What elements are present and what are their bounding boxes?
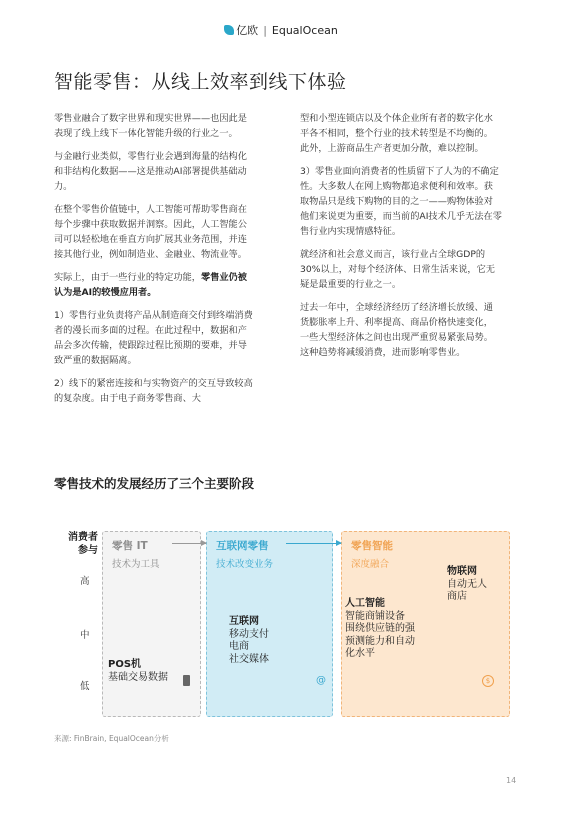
page-title: 智能零售：从线上效率到线下体验	[54, 71, 347, 93]
stage-internet-retail	[206, 531, 333, 717]
ai-block	[345, 598, 415, 661]
stage-internet-retail-subtitle: 技术改变业务	[216, 559, 274, 570]
stage-retail-intelligence	[341, 531, 510, 717]
left-paragraph-4-prefix: 实际上，由于一些行业的特定功能，	[54, 272, 201, 283]
left-paragraph-4-bold: 零售业仍被认为是AI的较慢应用者。	[54, 272, 247, 298]
retail-stages-diagram	[54, 527, 514, 722]
left-paragraph-3: 在整个零售价值链中，人工智能可帮助零售商在每个步骤中获取数据并洞察。因此，人工智能公司可以轻松地在垂直方向扩展其业务范围，并连接其他行业，例如制造业、金融业、物流业等。	[54, 204, 247, 260]
right-paragraph-2: 3）零售业面向消费者的性质留下了人为的不确定性。大多数人在网上购物都追求便利和效率。获取物品只是线下购物的目的之一——购物体验对他们来说更为重要，而当前的AI技术几乎无法在零售行业内实现情感特征。	[300, 166, 502, 237]
iot-item-1: 自动无人	[447, 578, 487, 590]
at-sign-icon: @	[316, 675, 326, 686]
stage-retail-intelligence-subtitle: 深度融合	[351, 559, 390, 570]
internet-item-mobile-pay: 移动支付	[229, 628, 269, 640]
left-paragraph-6: 2）线下的紧密连接和与实物资产的交互导致较高的复杂度。由于电子商务零售商、大	[54, 378, 253, 404]
stage-retail-it-subtitle: 技术为工具	[112, 559, 160, 570]
logo-separator: |	[263, 24, 267, 37]
left-paragraph-4	[54, 270, 256, 300]
iot-item-2: 商店	[447, 591, 467, 602]
internet-heading: 互联网	[229, 616, 259, 627]
stage-internet-retail-content	[229, 616, 269, 666]
internet-item-ecommerce: 电商	[229, 641, 249, 652]
source-note: 来源: FinBrain, EqualOcean分析	[54, 734, 169, 743]
axis-title-line-1: 消费者	[68, 532, 98, 543]
right-paragraph-4: 过去一年中，全球经济经历了经济增长放缓、通货膨胀率上升、利率提高、商品价格快速变化，一些大型经济体之间也出现严重贸易紧张局势。这种趋势将减缓消费，进而影响零售业。	[300, 302, 493, 358]
iot-heading: 物联网	[447, 566, 477, 577]
pos-description: 基础交易数据	[108, 671, 168, 683]
left-paragraph-5: 1）零售行业负责将产品从制造商交付到终端消费者的漫长而多面的过程。在此过程中，数据和产品会多次传输，使跟踪过程比预期的要难，并导致严重的数据隔离。	[54, 310, 253, 366]
diagram-section-title: 零售技术的发展经历了三个主要阶段	[54, 476, 255, 491]
level-high: 高	[80, 576, 90, 587]
level-mid: 中	[80, 630, 90, 641]
right-column	[300, 111, 502, 368]
right-paragraph-3: 就经济和社会意义而言，该行业占全球GDP的30%以上，对每个经济体、日常生活来说，它无疑是最重要的行业之一。	[300, 249, 495, 290]
ai-item-4: 化水平	[345, 648, 375, 659]
iot-block	[447, 566, 487, 604]
left-paragraph-1: 零售业融合了数字世界和现实世界——也因此是表现了线上线下一体化智能升级的行业之一。	[54, 113, 247, 139]
logo-cn: 亿欧	[236, 24, 259, 37]
coin-icon: $	[482, 675, 494, 687]
pos-heading: POS机	[108, 659, 142, 670]
level-low: 低	[80, 681, 90, 692]
yiou-logo-icon	[224, 25, 234, 35]
right-paragraph-1: 型和小型连锁店以及个体企业所有者的数字化水平各不相同，整个行业的技术转型是不均衡的。此外，上游商品生产者更加分散，难以控制。	[300, 113, 493, 154]
stage-retail-it-name: 零售 IT	[112, 540, 148, 552]
stage-internet-retail-name: 互联网零售	[216, 540, 269, 552]
pos-terminal-icon	[183, 675, 190, 686]
header-logo	[0, 22, 562, 38]
left-paragraph-2: 与金融行业类似，零售行业会遇到海量的结构化和非结构化数据——这是推动AI部署提供基础动力。	[54, 151, 247, 192]
arrow-stage1-to-stage2	[172, 543, 206, 544]
arrow-stage2-to-stage3	[286, 543, 341, 544]
stage-retail-intelligence-name: 零售智能	[351, 540, 393, 552]
ai-item-1: 智能商铺设备	[345, 610, 405, 622]
axis-title	[54, 531, 98, 557]
ai-item-2: 围绕供应链的强	[345, 623, 415, 634]
stage-retail-it-content	[108, 659, 168, 684]
logo-en: EqualOcean	[271, 24, 338, 37]
axis-title-line-2: 参与	[78, 545, 98, 556]
stage-retail-it	[102, 531, 201, 717]
page-number: 14	[506, 776, 517, 785]
ai-heading: 人工智能	[345, 598, 385, 609]
left-column	[54, 111, 256, 414]
internet-item-social-media: 社交媒体	[229, 653, 269, 665]
ai-item-3: 预测能力和自动	[345, 635, 415, 647]
